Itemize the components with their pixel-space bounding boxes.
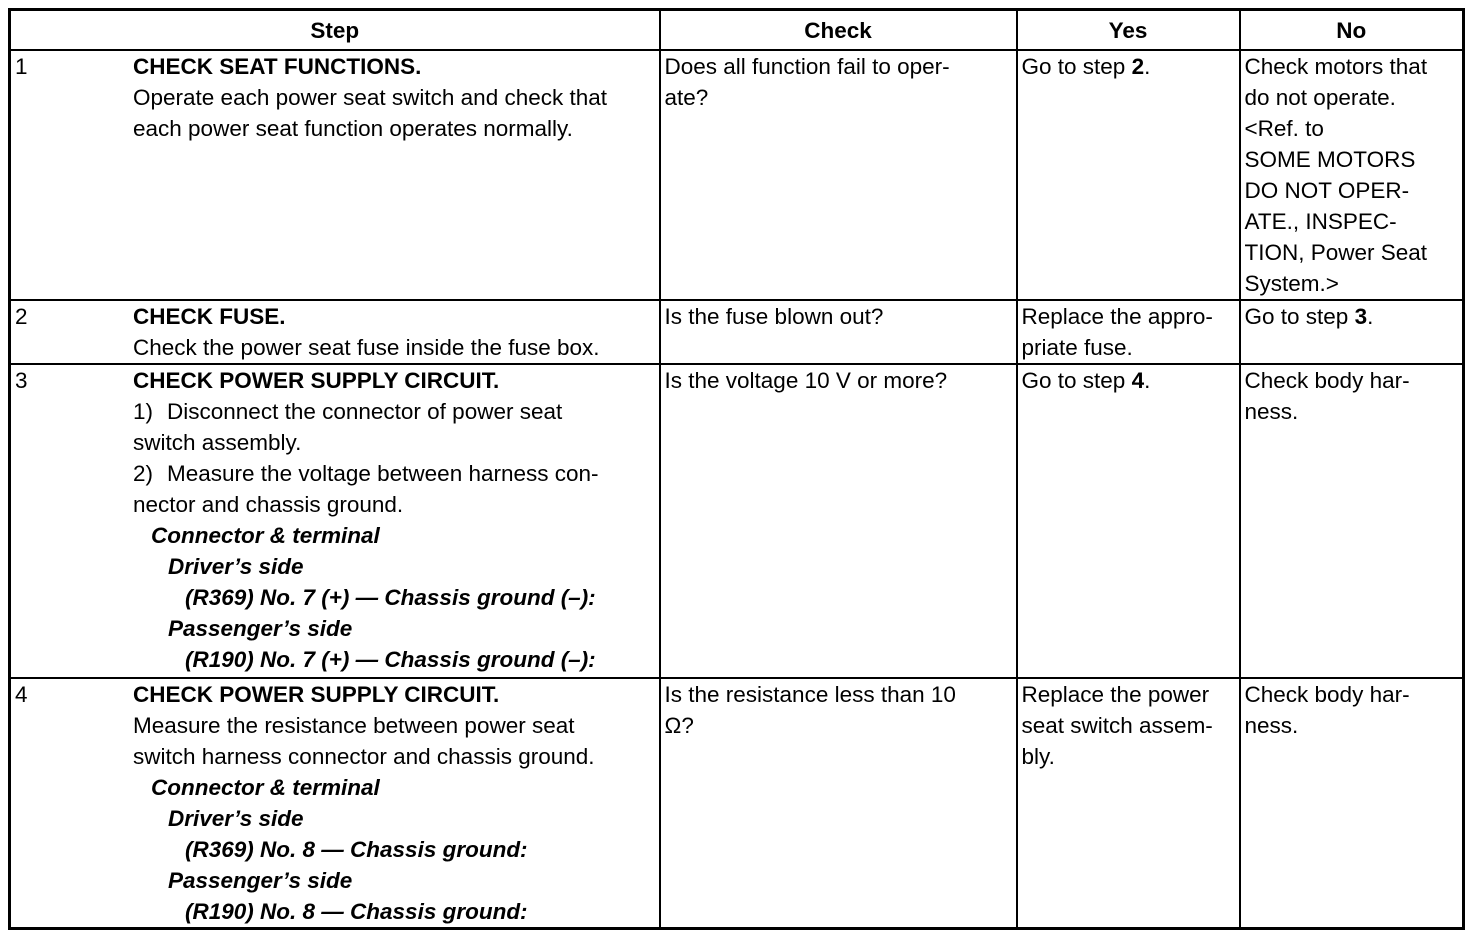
procedure-text: Measure the voltage between harness con-	[167, 461, 599, 486]
check-text: ate?	[664, 85, 709, 110]
yes-text: bly.	[1021, 744, 1055, 769]
no-cell	[1240, 50, 1464, 300]
step-text: Operate each power seat switch and check that	[133, 85, 608, 110]
yes-text: seat switch assem-	[1021, 713, 1213, 738]
no-text: ness.	[1244, 399, 1299, 424]
procedure-text: nector and chassis ground.	[133, 492, 404, 517]
step-number: 4	[15, 682, 28, 707]
yes-cell	[1017, 678, 1240, 929]
yes-text: Replace the power	[1021, 682, 1210, 707]
header-row	[10, 10, 1464, 51]
yes-text: .	[1144, 54, 1151, 79]
no-text: ATE., INSPEC-	[1244, 209, 1397, 234]
no-text: TION, Power Seat	[1244, 240, 1428, 265]
step-body	[133, 51, 653, 144]
passenger-terminal: (R190) No. 7 (+) — Chassis ground (–):	[185, 647, 596, 672]
no-text: System.>	[1244, 271, 1339, 296]
yes-text: Replace the appro-	[1021, 304, 1213, 329]
no-text: Check body har-	[1244, 368, 1410, 393]
yes-text: priate fuse.	[1021, 335, 1133, 360]
step-text: each power seat function operates normally.	[133, 116, 573, 141]
check-cell	[660, 364, 1017, 678]
no-cell	[1240, 300, 1464, 364]
procedure-number: 1)	[133, 399, 154, 424]
step-body	[133, 365, 653, 675]
step-body	[133, 301, 653, 363]
step-title: CHECK POWER SUPPLY CIRCUIT.	[133, 368, 500, 393]
no-text: .	[1367, 304, 1374, 329]
connector-label: Connector & terminal	[151, 775, 380, 800]
table-row	[10, 300, 1464, 364]
passenger-side-label: Passenger’s side	[168, 616, 353, 641]
step-number: 1	[15, 54, 28, 79]
step-number: 3	[15, 368, 28, 393]
table-row	[10, 678, 1464, 929]
step-cell	[10, 678, 660, 929]
check-cell	[660, 678, 1017, 929]
no-text: Go to step	[1244, 304, 1355, 329]
no-cell	[1240, 678, 1464, 929]
step-cell	[10, 364, 660, 678]
check-text: Is the resistance less than 10	[664, 682, 956, 707]
driver-terminal: (R369) No. 7 (+) — Chassis ground (–):	[185, 585, 596, 610]
yes-step-ref: 4	[1131, 368, 1145, 393]
no-text: SOME MOTORS	[1244, 147, 1416, 172]
check-cell	[660, 300, 1017, 364]
yes-text: Go to step	[1021, 54, 1132, 79]
no-text: ness.	[1244, 713, 1299, 738]
yes-cell	[1017, 300, 1240, 364]
no-cell	[1240, 364, 1464, 678]
no-text: DO NOT OPER-	[1244, 178, 1410, 203]
step-text: Check the power seat fuse inside the fuse box.	[133, 335, 600, 360]
header-check: Check	[660, 10, 1017, 51]
diagnostic-table	[8, 8, 1465, 930]
step-body	[133, 679, 653, 927]
step-title: CHECK FUSE.	[133, 304, 286, 329]
procedure-text: switch assembly.	[133, 430, 302, 455]
yes-cell	[1017, 50, 1240, 300]
no-step-ref: 3	[1354, 304, 1368, 329]
table-row	[10, 364, 1464, 678]
check-cell	[660, 50, 1017, 300]
header-step: Step	[10, 10, 660, 51]
step-text: Measure the resistance between power seat	[133, 713, 575, 738]
no-text: do not operate.	[1244, 85, 1396, 110]
step-title: CHECK SEAT FUNCTIONS.	[133, 54, 422, 79]
check-text: Is the voltage 10 V or more?	[664, 368, 948, 393]
passenger-terminal: (R190) No. 8 — Chassis ground:	[185, 899, 528, 924]
check-text: Is the fuse blown out?	[664, 304, 884, 329]
step-text: switch harness connector and chassis ground.	[133, 744, 595, 769]
no-text: Check motors that	[1244, 54, 1428, 79]
driver-side-label: Driver’s side	[168, 806, 304, 831]
connector-label: Connector & terminal	[151, 523, 380, 548]
step-cell	[10, 300, 660, 364]
passenger-side-label: Passenger’s side	[168, 868, 353, 893]
no-text: Check body har-	[1244, 682, 1410, 707]
header-yes: Yes	[1017, 10, 1240, 51]
step-title: CHECK POWER SUPPLY CIRCUIT.	[133, 682, 500, 707]
procedure-item	[133, 396, 653, 427]
yes-cell	[1017, 364, 1240, 678]
driver-terminal: (R369) No. 8 — Chassis ground:	[185, 837, 528, 862]
driver-side-label: Driver’s side	[168, 554, 304, 579]
step-number: 2	[15, 304, 28, 329]
yes-text: .	[1144, 368, 1151, 393]
no-text: <Ref. to	[1244, 116, 1324, 141]
procedure-item	[133, 458, 653, 489]
yes-text: Go to step	[1021, 368, 1132, 393]
procedure-text: Disconnect the connector of power seat	[167, 399, 563, 424]
step-cell	[10, 50, 660, 300]
yes-step-ref: 2	[1131, 54, 1145, 79]
check-text: Does all function fail to oper-	[664, 54, 950, 79]
check-text: Ω?	[664, 713, 694, 738]
procedure-number: 2)	[133, 461, 154, 486]
header-no: No	[1240, 10, 1464, 51]
table-row	[10, 50, 1464, 300]
